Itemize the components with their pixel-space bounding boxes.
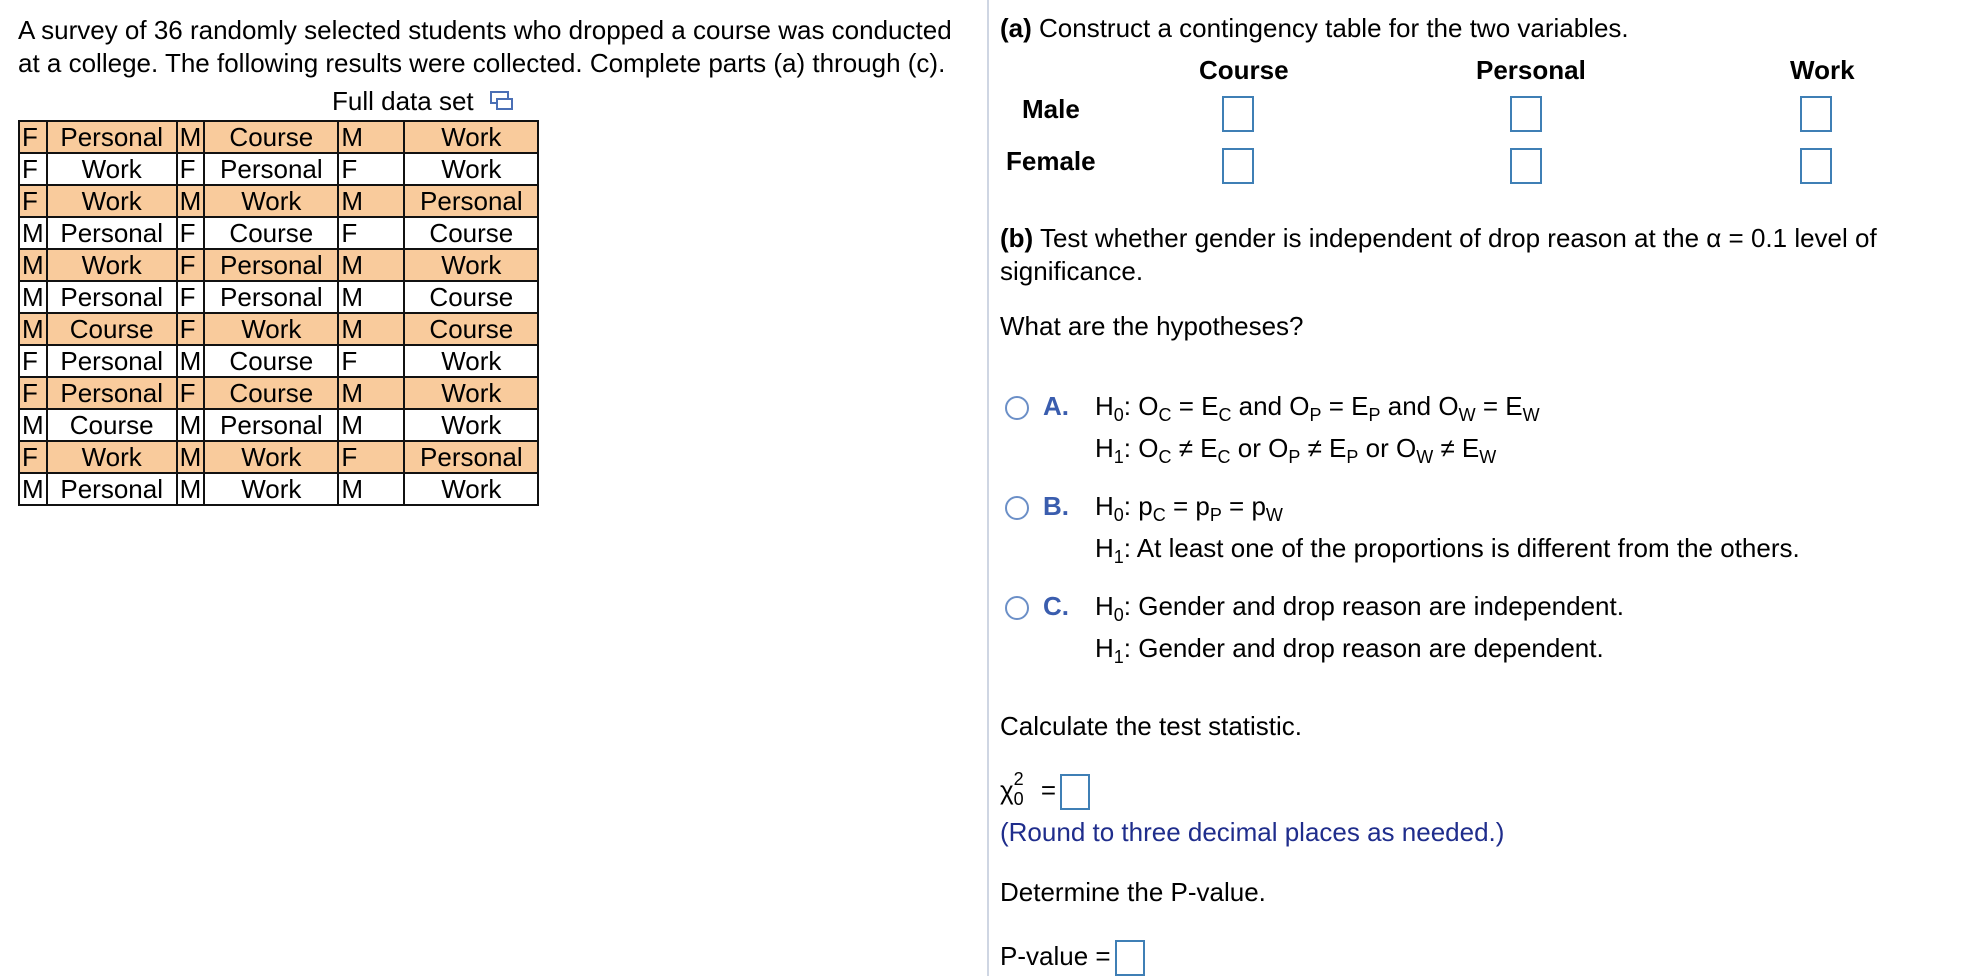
table-cell: Work (47, 153, 177, 185)
part-b-text: Test whether gender is independent of drop reason at the α = 0.1 level of significance. (1000, 223, 1877, 286)
part-a-instruction (1000, 12, 1629, 45)
male-course-input[interactable] (1222, 96, 1254, 132)
table-row (19, 345, 538, 377)
table-cell: F (177, 153, 205, 185)
table-cell: M (177, 473, 205, 505)
table-cell: Work (404, 249, 538, 281)
table-cell: F (338, 441, 404, 473)
table-cell: Course (204, 121, 338, 153)
option-c-radio[interactable] (1005, 596, 1029, 620)
table-cell: M (177, 121, 205, 153)
table-cell: M (19, 249, 47, 281)
table-cell: M (338, 185, 404, 217)
option-a-radio[interactable] (1005, 396, 1029, 420)
expand-icon[interactable] (490, 90, 514, 112)
table-cell: M (177, 345, 205, 377)
table-row (19, 217, 538, 249)
left-pane (18, 14, 968, 504)
table-cell: M (338, 121, 404, 153)
pvalue-label: P-value = (1000, 941, 1111, 971)
table-cell: Work (47, 441, 177, 473)
table-row (19, 153, 538, 185)
table-cell: M (177, 185, 205, 217)
table-cell: F (19, 441, 47, 473)
col-header-personal: Personal (1476, 55, 1586, 85)
female-personal-input[interactable] (1510, 148, 1542, 184)
table-cell: Course (204, 377, 338, 409)
table-row (19, 377, 538, 409)
table-cell: F (19, 121, 47, 153)
male-work-input[interactable] (1800, 96, 1832, 132)
table-cell: Personal (47, 377, 177, 409)
test-stat-row (1000, 770, 1090, 810)
table-cell: Personal (404, 185, 538, 217)
table-cell: Work (204, 473, 338, 505)
table-row (19, 473, 538, 505)
option-b-h1: $H_1$: At least one of the proportions is different from the others. (1095, 533, 1800, 567)
table-cell: Work (47, 185, 177, 217)
round-note: (Round to three decimal places as needed.) (1000, 817, 1505, 847)
table-cell: Personal (47, 217, 177, 249)
table-cell: Work (404, 377, 538, 409)
table-cell: F (177, 313, 205, 345)
data-table (18, 120, 539, 506)
table-cell: F (338, 217, 404, 249)
test-stat-input[interactable] (1060, 774, 1090, 810)
table-cell: Personal (404, 441, 538, 473)
pvalue-row (1000, 936, 1145, 976)
table-cell: F (19, 185, 47, 217)
part-a-text: Construct a contingency table for the two variables. (1031, 13, 1629, 43)
table-cell: M (19, 409, 47, 441)
table-cell: Work (404, 345, 538, 377)
table-cell: M (19, 217, 47, 249)
table-row (19, 249, 538, 281)
table-cell: Work (204, 313, 338, 345)
table-cell: Personal (47, 281, 177, 313)
table-cell: F (177, 281, 205, 313)
table-cell: F (177, 377, 205, 409)
full-data-label: Full data set (332, 86, 474, 116)
table-cell: F (338, 153, 404, 185)
table-cell: Personal (47, 121, 177, 153)
table-cell: M (19, 281, 47, 313)
col-header-course: Course (1199, 55, 1289, 85)
table-row (19, 281, 538, 313)
table-cell: F (19, 345, 47, 377)
row-header-male: Male (1022, 94, 1080, 124)
table-cell: M (338, 249, 404, 281)
pane-divider (987, 0, 989, 976)
table-cell: Course (47, 313, 177, 345)
table-cell: M (19, 313, 47, 345)
pvalue-input[interactable] (1115, 940, 1145, 976)
table-cell: Work (404, 121, 538, 153)
table-cell: M (338, 409, 404, 441)
table-cell: Work (204, 185, 338, 217)
option-c-letter: C. (1043, 591, 1069, 621)
table-cell: Course (404, 281, 538, 313)
female-work-input[interactable] (1800, 148, 1832, 184)
option-a-h1: $H_1$: $O_C \ne E_C$ or $O_P \ne E_P$ or $O_W \ne E_W$ (1095, 433, 1497, 467)
option-b-letter: B. (1043, 491, 1069, 521)
table-cell: M (19, 473, 47, 505)
part-b-instruction (1000, 222, 1900, 288)
table-cell: F (19, 377, 47, 409)
test-stat-prompt: Calculate the test statistic. (1000, 711, 1303, 741)
option-a-letter: A. (1043, 391, 1069, 421)
table-cell: Personal (47, 345, 177, 377)
table-row (19, 441, 538, 473)
problem-prompt: A survey of 36 randomly selected students who dropped a course was conducted at a college. The following results were collected. Complete parts (a) through (c). (18, 15, 952, 78)
col-header-work: Work (1790, 55, 1855, 85)
table-cell: Course (204, 345, 338, 377)
table-cell: M (338, 473, 404, 505)
table-cell: F (19, 153, 47, 185)
table-cell: F (338, 345, 404, 377)
hypotheses-question: What are the hypotheses? (1000, 311, 1304, 341)
test-stat-label: $\chi_0^2$ = (1000, 769, 1057, 809)
table-cell: F (177, 249, 205, 281)
table-cell: Work (47, 249, 177, 281)
table-cell: Work (404, 153, 538, 185)
row-header-female: Female (1006, 146, 1096, 176)
table-cell: M (177, 441, 205, 473)
table-cell: M (338, 281, 404, 313)
table-cell: Work (204, 441, 338, 473)
table-cell: M (338, 377, 404, 409)
table-row (19, 185, 538, 217)
table-cell: Course (404, 313, 538, 345)
female-course-input[interactable] (1222, 148, 1254, 184)
table-row (19, 313, 538, 345)
option-c-h0: $H_0$: Gender and drop reason are independent. (1095, 591, 1624, 625)
male-personal-input[interactable] (1510, 96, 1542, 132)
pvalue-prompt: Determine the P-value. (1000, 877, 1266, 907)
table-row (19, 409, 538, 441)
table-cell: Course (47, 409, 177, 441)
option-b-h0: $H_0$: $p_C = p_P = p_W$ (1095, 491, 1283, 525)
table-cell: Personal (204, 153, 338, 185)
table-cell: M (177, 409, 205, 441)
table-cell: Personal (47, 473, 177, 505)
table-cell: Course (204, 217, 338, 249)
table-cell: M (338, 313, 404, 345)
table-cell: Work (404, 409, 538, 441)
option-b-radio[interactable] (1005, 496, 1029, 520)
part-b-label: (b) (1000, 223, 1034, 253)
full-data-set-link[interactable] (332, 86, 514, 116)
table-cell: Course (404, 217, 538, 249)
table-row (19, 121, 538, 153)
table-cell: Personal (204, 409, 338, 441)
option-c-h1: $H_1$: Gender and drop reason are dependent. (1095, 633, 1604, 667)
table-cell: Work (404, 473, 538, 505)
table-cell: F (177, 217, 205, 249)
option-a-h0: $H_0$: $O_C = E_C$ and $O_P = E_P$ and $O_W = E_W$ (1095, 391, 1540, 425)
table-cell: Personal (204, 249, 338, 281)
table-cell: Personal (204, 281, 338, 313)
part-a-label: (a) (1000, 13, 1032, 43)
